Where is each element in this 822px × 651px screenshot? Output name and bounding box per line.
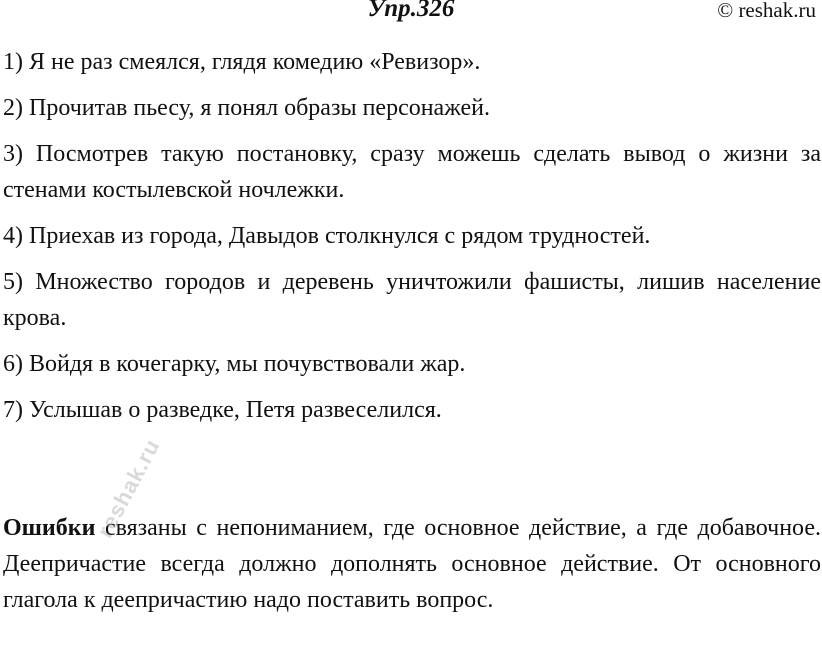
sentence-item-3: 3) Посмотрев такую постановку, сразу можешь сделать вывод о жизни за стенами костылевской ночлежки. [3, 141, 821, 203]
explanation-paragraph [3, 510, 821, 618]
sentence-item-1: 1) Я не раз смеялся, глядя комедию «Ревизор». [3, 49, 481, 75]
sentence-item-5: 5) Множество городов и деревень уничтожили фашисты, лишив население крова. [3, 269, 821, 331]
watermark: reshak.ru [92, 434, 165, 542]
explanation-lead: Ошибки [3, 515, 96, 541]
sentence-list [3, 44, 821, 438]
source-credit: © reshak.ru [717, 0, 816, 22]
explanation-text: связаны с непониманием, где основное действие, а где добавочное. Деепричастие всегда должно дополнять основное действие. От основного глагола к деепричастию надо поставить вопрос. [3, 515, 821, 613]
sentence-item-7: 7) Услышав о разведке, Петя развеселился. [3, 397, 442, 423]
sentence-item-6: 6) Войдя в кочегарку, мы почувствовали жар. [3, 351, 466, 377]
sentence-item-2: 2) Прочитав пьесу, я понял образы персонажей. [3, 95, 490, 121]
sentence-item-4: 4) Приехав из города, Давыдов столкнулся с рядом трудностей. [3, 223, 651, 249]
exercise-title: Упр.326 [367, 0, 455, 22]
